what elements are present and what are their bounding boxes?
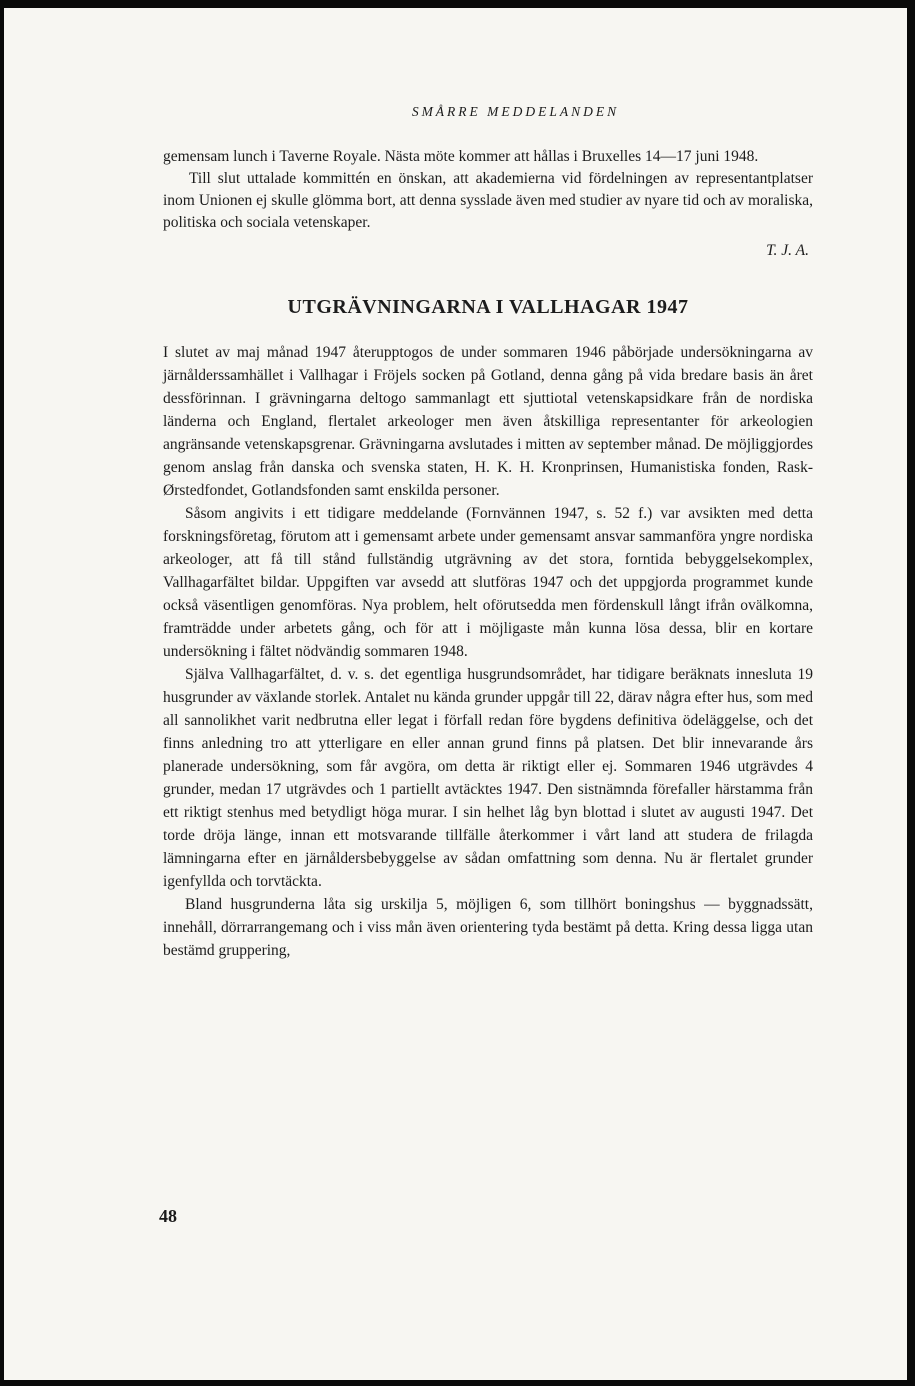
article-paragraph-4: Bland husgrunderna låta sig urskilja 5, möjligen 6, som tillhört boningshus — byggnadssätt, innehåll, dörrarrangemang och i viss mån även orientering tyda bestämt på detta. Kring dessa ligga utan bestämd gruppering, <box>163 896 813 959</box>
intro-paragraph-2: Till slut uttalade kommittén en önskan, att akademierna vid fördelningen av representantplatser inom Unionen ej skulle glömma bort, att denna sysslade även med studier av nyare tid och av moraliska, politiska och sociala vetenskaper. <box>163 170 813 231</box>
article-title: UTGRÄVNINGARNA I VALLHAGAR 1947 <box>287 296 689 318</box>
article-paragraph-1: I slutet av maj månad 1947 återupptogos de under sommaren 1946 påbörjade undersökningarna av järnålderssamhället i Vallhagar i Fröjels socken på Gotland, denna gång på vida bredare basis än året dessförinnan. I grävningarna deltogo sammanlagt ett sjuttiotal vetenskapsidkare från de nordiska länderna och England, flertalet arkeologer men även åtskilliga representanter för arkeologien angränsande vetenskapsgrenar. Grävningarna avslutades i mitten av september månad. De möjliggjordes genom anslag från danska och svenska staten, H. K. H. Kronprinsen, Humanistiska fonden, Rask-Ørstedfondet, Gotlandsfonden samt enskilda personer. <box>163 344 813 499</box>
page-number: 48 <box>159 1206 177 1226</box>
page-content <box>163 146 813 962</box>
document-page <box>4 8 907 1380</box>
running-header: SMÅRRE MEDDELANDEN <box>411 104 620 119</box>
article-body <box>163 341 813 962</box>
article-paragraph-2: Såsom angivits i ett tidigare meddelande (Fornvännen 1947, s. 52 f.) var avsikten med detta forskningsföretag, förutom att i gemensamt arbete under gemensamt ansvar sammanföra yngre nordiska arkeologer, att få till stånd fullständig utgrävning av det stora, forntida bebyggelsekomplex, Vallhagarfältet bildar. Uppgiften var avsedd att slutföras 1947 och det uppgjorda programmet kunde också väsentligen genomföras. Nya problem, helt oförutsedda men fördenskull långt ifrån ovälkomna, framträdde under arbetets gång, och för att i möjligaste mån kunna lösa dessa, blir en kortare undersökning i fältet nödvändig sommaren 1948. <box>163 505 813 660</box>
author-signature: T. J. A. <box>766 242 809 259</box>
intro-section <box>163 146 813 260</box>
article-paragraph-3: Själva Vallhagarfältet, d. v. s. det egentliga husgrundsområdet, har tidigare beräknats inneslutа 19 husgrunder av växlande storlek. Antalet nu kända grunder uppgår till 22, därav några efter hus, som med all sannolikhet varit nedbrutna eller legat i förfall redan före bygdens definitiva ödeläggelse, och det finns anledning tro att ytterligare en eller annan grund finns på platsen. Det blir innevarande års planerade undersökning, som får avgöra, om detta är riktigt eller ej. Sommaren 1946 utgrävdes 4 grunder, medan 17 utgrävdes och 1 partiellt avtäcktes 1947. Den sistnämnda förefaller härstamma från ett riktigt stenhus med betydligt höga murar. I sin helhet låg byn blottad i slutet av augusti 1947. Det torde dröja länge, innan ett motsvarande tillfälle återkommer i vårt land att studera de frilagda lämningarna efter en järnåldersbebyggelse av sådan omfattning som denna. Nu är flertalet grunder igenfyllda och torvtäckta. <box>163 666 813 890</box>
intro-paragraph-1: gemensam lunch i Taverne Royale. Nästa möte kommer att hållas i Bruxelles 14—17 juni 1948. <box>163 148 759 165</box>
